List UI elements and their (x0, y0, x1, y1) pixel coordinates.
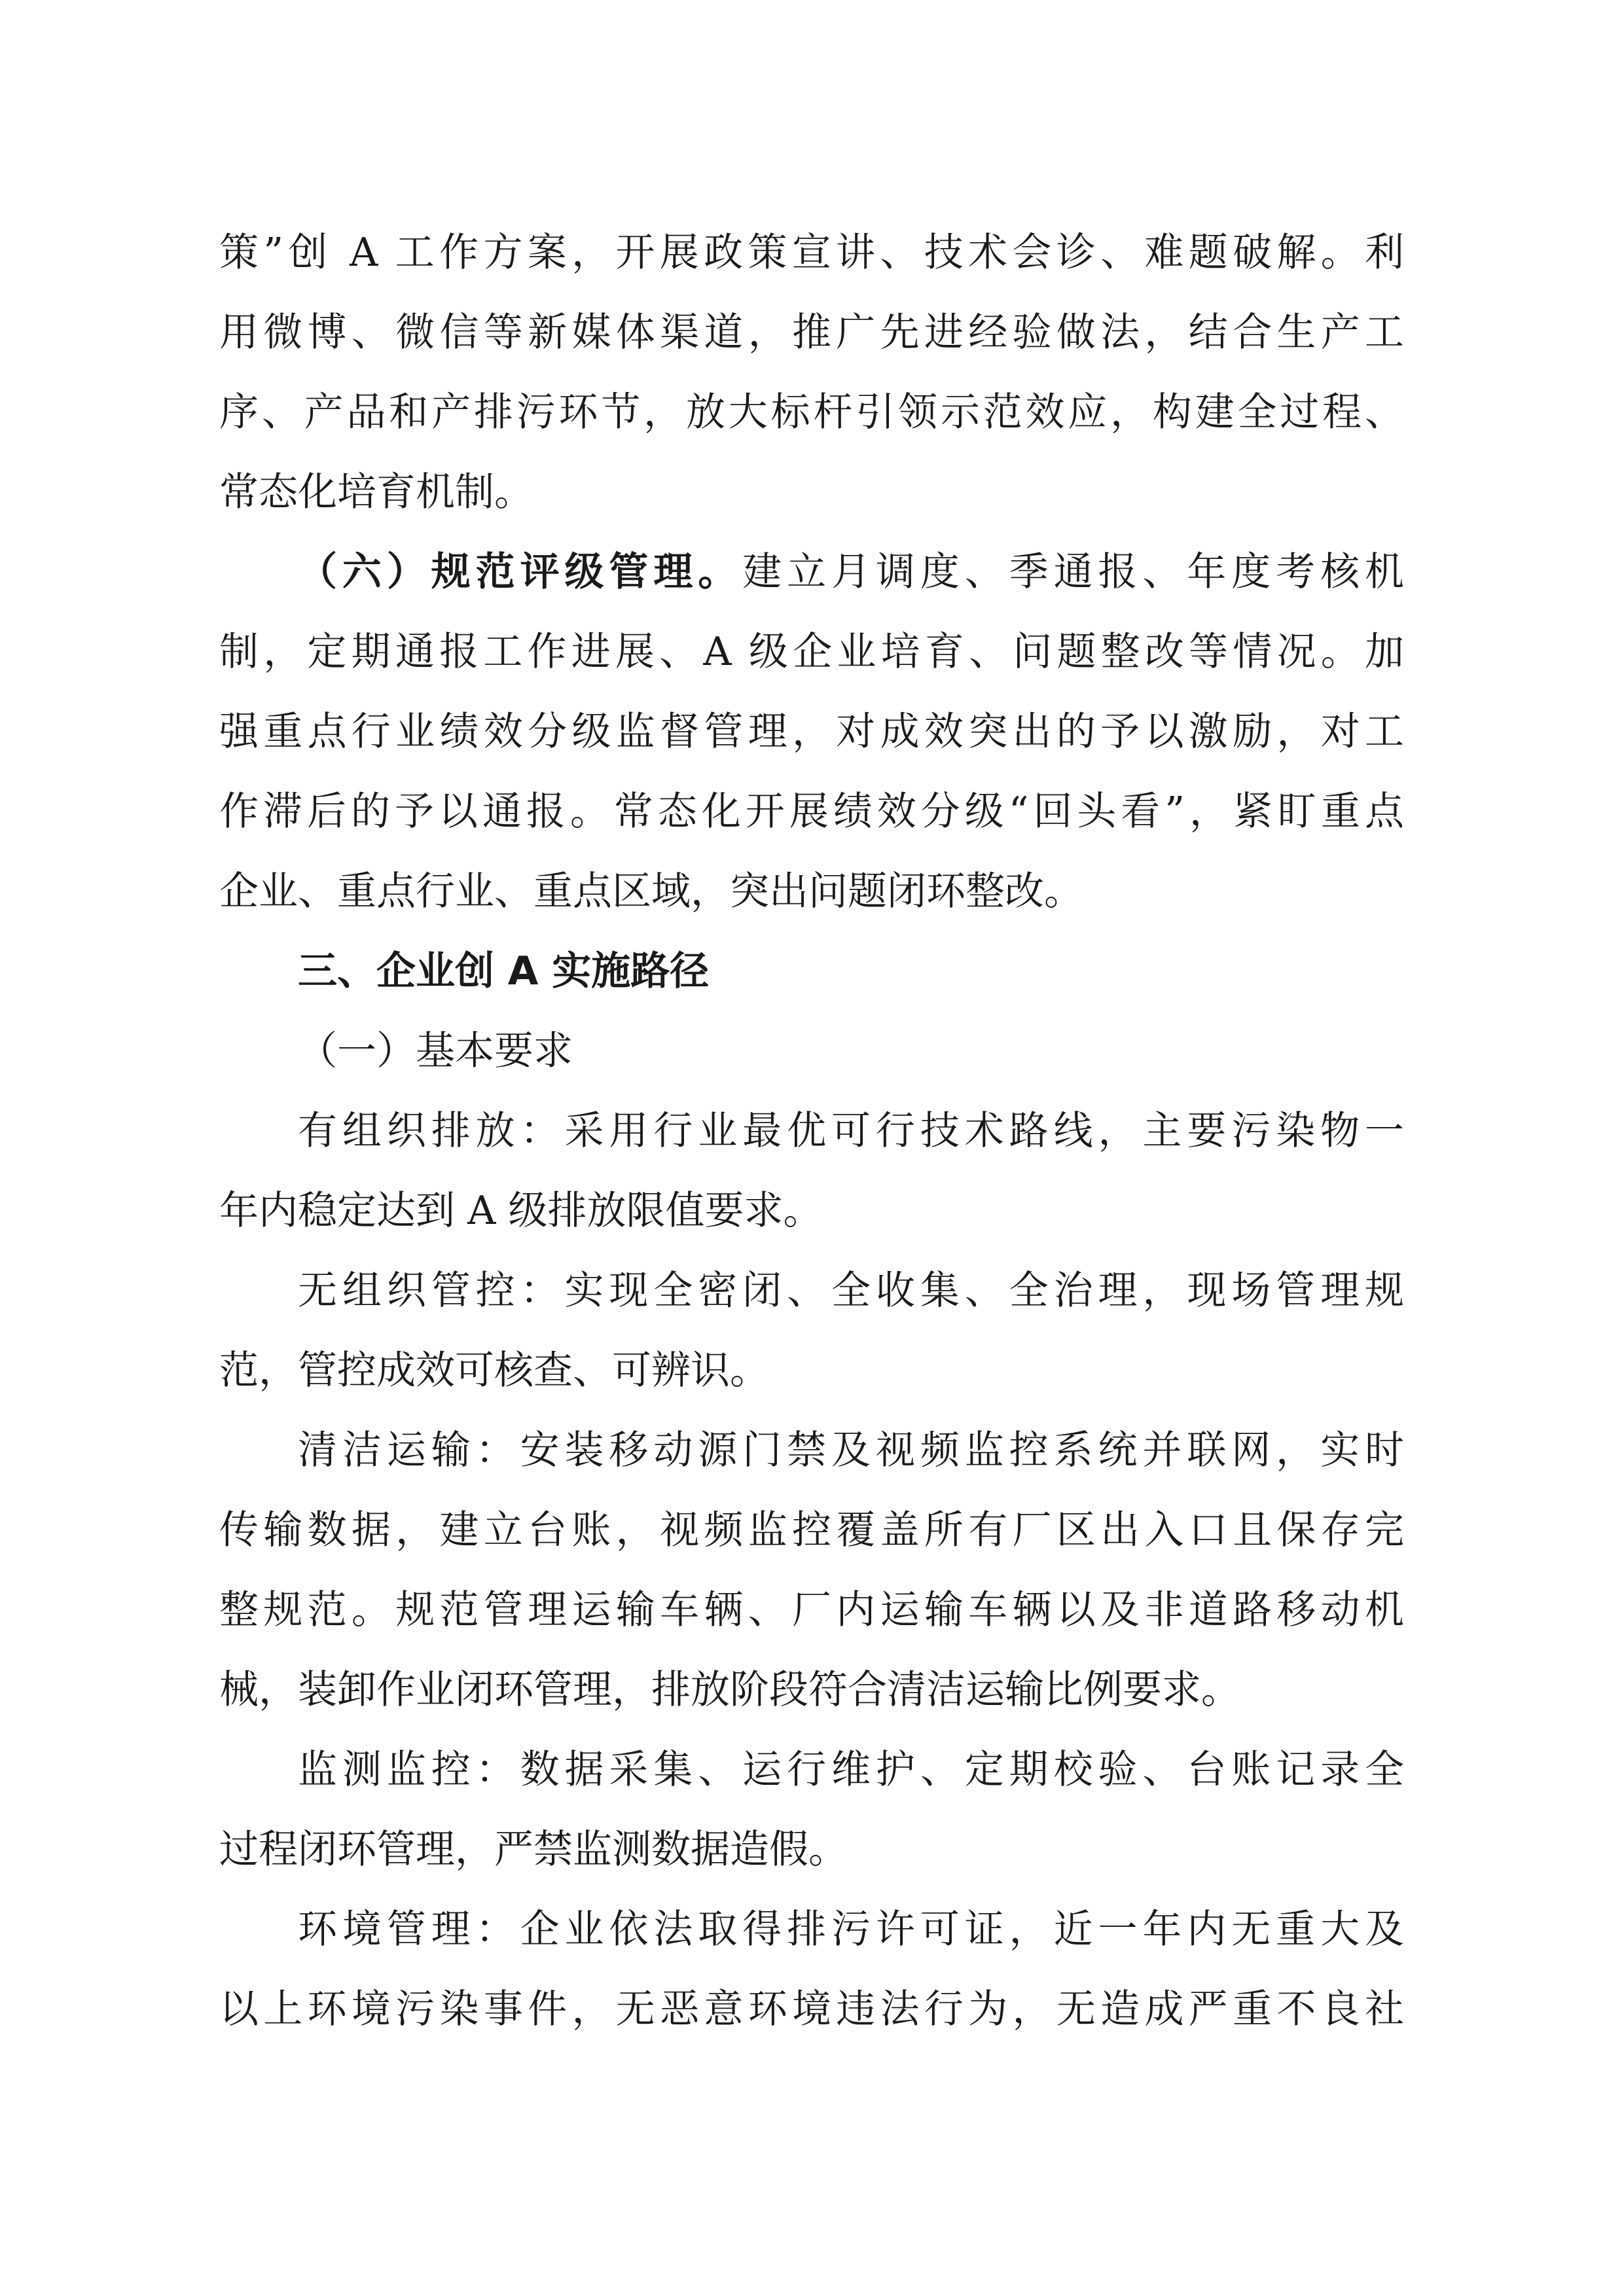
paragraph-line: 传输数据，建立台账，视频监控覆盖所有厂区出入口且保存完 (219, 1507, 1404, 1553)
paragraph-line: 无组织管控：实现全密闭、全收集、全治理，现场管理规 (298, 1268, 1404, 1314)
paragraph-line: 策”创 A 工作方案，开展政策宣讲、技术会诊、难题破解。利 (219, 230, 1404, 276)
paragraph-line: 环境管理：企业依法取得排污许可证，近一年内无重大及 (298, 1907, 1404, 1952)
paragraph-line: 常态化培育机制。 (219, 469, 533, 515)
paragraph-line (219, 532, 1404, 612)
paragraph-line: 过程闭环管理，严禁监测数据造假。 (219, 1827, 848, 1873)
paragraph-line: 械，装卸作业闭环管理，排放阶段符合清洁运输比例要求。 (219, 1667, 1240, 1713)
paragraph-line: 年内稳定达到 A 级排放限值要求。 (219, 1188, 823, 1234)
paragraph-line: 企业、重点行业、重点区域，突出问题闭环整改。 (219, 869, 1083, 914)
section-subheading: （六）规范评级管理。 (298, 549, 743, 595)
paragraph-line: 用微博、微信等新媒体渠道，推广先进经验做法，结合生产工 (219, 310, 1404, 355)
paragraph-line: 清洁运输：安装移动源门禁及视频监控系统并联网，实时 (298, 1427, 1404, 1473)
paragraph-line: 范，管控成效可核查、可辨识。 (219, 1348, 769, 1393)
paragraph-line: 作滞后的予以通报。常态化开展绩效分级“回头看”，紧盯重点 (219, 789, 1404, 834)
subsection-heading: （一）基本要求 (298, 1028, 573, 1074)
document-body (219, 213, 1404, 2049)
paragraph-line: 整规范。规范管理运输车辆、厂内运输车辆以及非道路移动机 (219, 1587, 1404, 1633)
section-heading: 三、企业创 A 实施路径 (298, 948, 710, 994)
paragraph-line: 强重点行业绩效分级监督管理，对成效突出的予以激励，对工 (219, 709, 1404, 755)
paragraph-line: 以上环境污染事件，无恶意环境违法行为，无造成严重不良社 (219, 1986, 1404, 2032)
paragraph-line: 制，定期通报工作进展、A 级企业培育、问题整改等情况。加 (219, 629, 1404, 675)
paragraph-line: 监测监控：数据采集、运行维护、定期校验、台账记录全 (298, 1747, 1404, 1793)
paragraph-text: 建立月调度、季通报、年度考核机 (742, 549, 1405, 595)
paragraph-line: 有组织排放：采用行业最优可行技术路线，主要污染物一 (298, 1108, 1404, 1154)
paragraph-line: 序、产品和产排污环节，放大标杆引领示范效应，构建全过程、 (219, 389, 1404, 435)
